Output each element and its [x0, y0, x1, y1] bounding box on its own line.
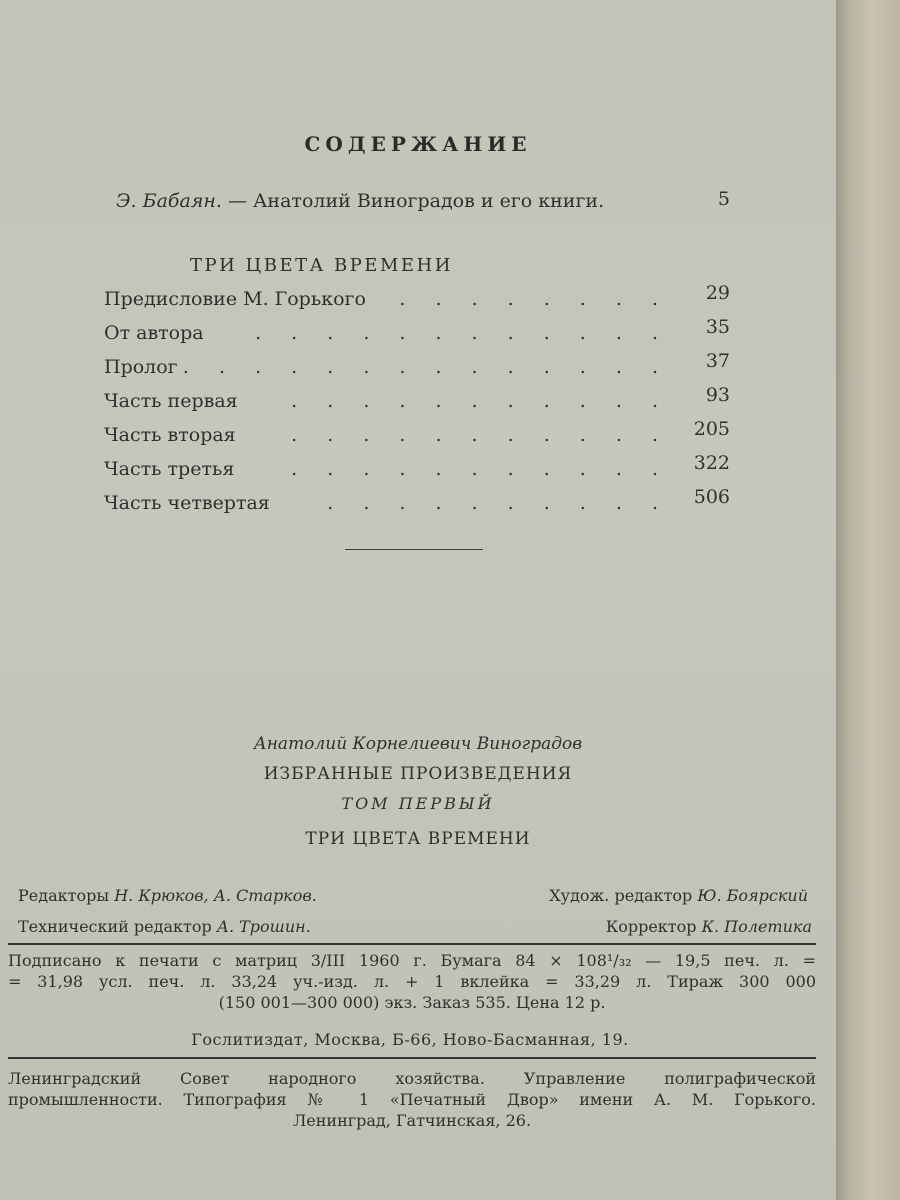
intro-text: — Анатолий Виноградов и его книги. — [221, 190, 605, 212]
toc-leader-dots: . . . . . . . . — [399, 288, 670, 310]
toc-leader-dots: . . . . . . . . . . . — [291, 458, 670, 480]
printer-line: промышленности. Типография № 1 «Печатный Двор» имени А. М. Горького. — [8, 1090, 816, 1109]
credit-label: Технический редактор — [18, 917, 212, 936]
toc-leader-dots: . . . . . . . . . . . . . . — [182, 356, 670, 378]
toc-entry-title: Часть вторая — [104, 424, 236, 446]
toc-entry-page: 29 — [705, 282, 730, 304]
intro-page-number: 5 — [717, 188, 730, 210]
toc-entry-page: 93 — [705, 384, 730, 406]
credit-name: А. Трошин. — [216, 917, 311, 936]
printer-top-rule — [8, 1057, 816, 1059]
toc-entry — [104, 418, 730, 456]
toc-entry — [104, 452, 730, 490]
toc-entry-page: 205 — [693, 418, 730, 440]
toc-entry-title: От автора — [104, 322, 204, 344]
toc-entry — [104, 350, 730, 388]
publisher-address: Гослитиздат, Москва, Б-66, Ново-Басманная, 19. — [191, 1030, 629, 1049]
toc-entry-title: Пролог — [104, 356, 178, 378]
credit-tech-editor — [18, 917, 311, 936]
toc-entry — [104, 316, 730, 354]
imprint-top-rule — [8, 943, 816, 945]
credit-name: Н. Крюков, А. Старков. — [114, 886, 317, 905]
colophon-volume: ТОМ ПЕРВЫЙ — [341, 794, 495, 813]
credit-name: Ю. Боярский — [697, 886, 808, 905]
toc-entry-title: Часть третья — [104, 458, 235, 480]
toc-leader-dots: . . . . . . . . . . — [327, 492, 670, 514]
toc-intro-entry — [116, 190, 604, 212]
credit-label: Редакторы — [18, 886, 110, 905]
colophon-book-title: ТРИ ЦВЕТА ВРЕМЕНИ — [305, 829, 531, 849]
credit-editors — [18, 886, 317, 905]
intro-author: Э. Бабаян. — [116, 190, 222, 212]
contents-title: СОДЕРЖАНИЕ — [304, 132, 532, 156]
toc-entry-title: Часть четвертая — [104, 492, 270, 514]
toc-entry-page: 322 — [693, 452, 730, 474]
imprint-line: (150 001—300 000) экз. Заказ 535. Цена 12 р. — [218, 993, 606, 1012]
credit-label: Корректор — [605, 917, 697, 936]
imprint-line: = 31,98 усл. печ. л. 33,24 уч.-изд. л. + 1 вклейка = 33,29 л. Тираж 300 000 — [8, 972, 816, 991]
toc-entry-page: 506 — [693, 486, 730, 508]
toc-leader-dots: . . . . . . . . . . . — [291, 390, 670, 412]
toc-leader-dots: . . . . . . . . . . . — [291, 424, 670, 446]
imprint-line: Подписано к печати с матриц 3/III 1960 г. Бумага 84 × 108¹/₃₂ — 19,5 печ. л. = — [8, 951, 816, 970]
toc-entry-page: 37 — [705, 350, 730, 372]
credit-name: К. Полетика — [701, 917, 812, 936]
toc-entry-title: Предисловие М. Горького — [104, 288, 366, 310]
toc-entry — [104, 384, 730, 422]
imprint-block — [8, 950, 816, 1013]
printer-block — [8, 1068, 816, 1131]
credit-art-editor — [549, 886, 808, 905]
printer-line: Ленинград, Гатчинская, 26. — [292, 1111, 532, 1130]
toc-entry-title: Часть первая — [104, 390, 238, 412]
toc-entry — [104, 282, 730, 320]
page-edge-background — [836, 0, 900, 1200]
credit-proofreader — [606, 917, 812, 936]
toc-leader-dots: . . . . . . . . . . . . — [255, 322, 670, 344]
section-heading: ТРИ ЦВЕТА ВРЕМЕНИ — [190, 255, 453, 276]
colophon-author: Анатолий Корнелиевич Виноградов — [253, 734, 583, 754]
toc-entry — [104, 486, 730, 524]
credit-label: Худож. редактор — [549, 886, 693, 905]
toc-list — [104, 282, 730, 524]
colophon-work-title: ИЗБРАННЫЕ ПРОИЗВЕДЕНИЯ — [263, 764, 573, 784]
section-divider — [345, 549, 483, 550]
toc-entry-page: 35 — [705, 316, 730, 338]
printer-line: Ленинградский Совет народного хозяйства. Управление полиграфической — [8, 1069, 816, 1088]
